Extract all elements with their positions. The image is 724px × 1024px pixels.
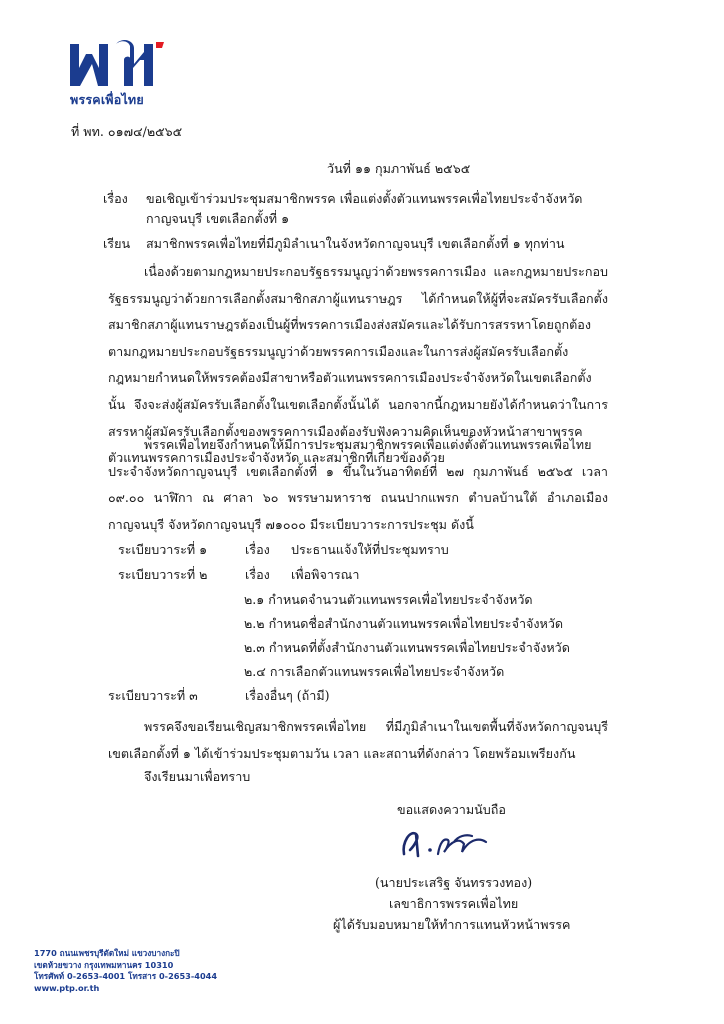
- body-paragraph-2: พรรคเพื่อไทยจึงกำหนดให้มีการประชุมสมาชิกพรรคเพื่อแต่งตั้งตัวแทนพรรคเพื่อไทยประจำจังหวัดกาญจนบุรี เขตเลือกตั้งที่ ๑ ขึ้นในวันอาทิตย์ที่ ๒๗ กุมภาพันธ์ ๒๕๖๕ เวลา ๐๙.๐๐ นาฬิกา ณ ศาลา ๖๐ พรรษามหาราช ถนนปากแพรก ตำบลบ้านใต้ อำเภอเมืองกาญจนบุรี จังหวัดกาญจนบุรี ๗๑๐๐๐ มีระเบียบวาระการประชุม ดังนี้: [108, 437, 608, 532]
- signatory-title: เลขาธิการพรรคเพื่อไทย: [389, 896, 519, 911]
- subject-text: ขอเชิญเข้าร่วมประชุมสมาชิกพรรค เพื่อแต่งตั้งตัวแทนพรรคเพื่อไทยประจำจังหวัดกาญจนบุรี เขตเลือกตั้งที่ ๑: [146, 191, 583, 226]
- agenda-item-1-keyword: เรื่อง: [245, 542, 270, 557]
- footer-website[interactable]: www.ptp.or.th: [34, 982, 100, 993]
- agenda-sub-item: ๒.๒ กำหนดชื่อสำนักงานตัวแทนพรรคเพื่อไทยประจำจังหวัด: [244, 616, 564, 631]
- logo-party-name: พรรคเพื่อไทย: [70, 92, 144, 107]
- handwritten-signature: [400, 820, 490, 860]
- footer-address-line-1: 1770 ถนนเพชรบุรีตัดใหม่ แขวงบางกะปิ: [34, 948, 180, 958]
- agenda-item-2-keyword: เรื่อง: [245, 567, 270, 582]
- body-paragraph-1: เนื่องด้วยตามกฎหมายประกอบรัฐธรรมนูญว่าด้วยพรรคการเมือง และกฎหมายประกอบรัฐธรรมนูญว่าด้วยการเลือกตั้งสมาชิกสภาผู้แทนราษฎร ได้กำหนดให้ผู้ที่จะสมัครรับเลือกตั้งสมาชิกสภาผู้แทนราษฎรต้องเป็นผู้ที่พรรคการเมืองส่งสมัครและได้รับการสรรหาโดยถูกต้องตามกฎหมายประกอบรัฐธรรมนูญว่าด้วยพรรคการเมืองและในการส่งผู้สมัครรับเลือกตั้ง กฎหมายกำหนดให้พรรคต้องมีสาขาหรือตัวแทนพรรคการเมืองประจำจังหวัดในเขตเลือกตั้งนั้น จึงจะส่งผู้สมัครรับเลือกตั้งในเขตเลือกตั้งนั้นได้ นอกจากนี้กฎหมายยังได้กำหนดว่าในการสรรหาผู้สมัครรับเลือกตั้งของพรรคการเมืองต้องรับฟังความคิดเห็นของหัวหน้าสาขาพรรค ตัวแทนพรรคการเมืองประจำจังหวัด และสมาชิกที่เกี่ยวข้องด้วย: [108, 264, 608, 466]
- recipient-label: เรียน: [103, 236, 131, 251]
- agenda-item-2-label: ระเบียบวาระที่ ๒: [118, 567, 208, 582]
- signatory-name: (นายประเสริฐ จันทรรวงทอง): [375, 875, 533, 890]
- agenda-sub-item: ๒.๑ กำหนดจำนวนตัวแทนพรรคเพื่อไทยประจำจังหวัด: [244, 592, 533, 607]
- body-paragraph-3: พรรคจึงขอเรียนเชิญสมาชิกพรรคเพื่อไทย ที่มีภูมิลำเนาในเขตพื้นที่จังหวัดกาญจนบุรี เขตเลือกตั้งที่ ๑ ได้เข้าร่วมประชุมตามวัน เวลา และสถานที่ดังกล่าว โดยพร้อมเพรียงกัน: [108, 719, 608, 761]
- footer-phone-fax: โทรศัพท์ 0-2653-4001 โทรสาร 0-2653-4044: [34, 971, 218, 981]
- signature-regards: ขอแสดงความนับถือ: [397, 802, 506, 817]
- agenda-item-1-value: ประธานแจ้งให้ที่ประชุมทราบ: [291, 542, 449, 557]
- agenda-sub-item: ๒.๔ การเลือกตัวแทนพรรคเพื่อไทยประจำจังหวัด: [244, 664, 505, 679]
- subject-label: เรื่อง: [103, 191, 128, 206]
- letter-date: วันที่ ๑๑ กุมภาพันธ์ ๒๕๖๕: [327, 161, 471, 176]
- footer-address-line-2: เขตห้วยขวาง กรุงเทพมหานคร 10310: [34, 959, 174, 970]
- agenda-item-3-value: เรื่องอื่นๆ (ถ้ามี): [245, 688, 330, 703]
- agenda-item-2-value: เพื่อพิจารณา: [291, 567, 360, 582]
- footer-address: [34, 948, 217, 994]
- agenda-item-3-label: ระเบียบวาระที่ ๓: [108, 688, 198, 703]
- closing-line: จึงเรียนมาเพื่อทราบ: [144, 769, 251, 784]
- reference-number: ที่ พท. ๐๑๗๔/๒๕๖๕: [71, 124, 183, 139]
- signatory-authority: ผู้ได้รับมอบหมายให้ทำการแทนหัวหน้าพรรค: [333, 917, 571, 932]
- agenda-sub-item: ๒.๓ กำหนดที่ตั้งสำนักงานตัวแทนพรรคเพื่อไทยประจำจังหวัด: [244, 640, 570, 655]
- recipient-text: สมาชิกพรรคเพื่อไทยที่มีภูมิลำเนาในจังหวัดกาญจนบุรี เขตเลือกตั้งที่ ๑ ทุกท่าน: [146, 236, 565, 251]
- agenda-item-1-label: ระเบียบวาระที่ ๑: [118, 542, 208, 557]
